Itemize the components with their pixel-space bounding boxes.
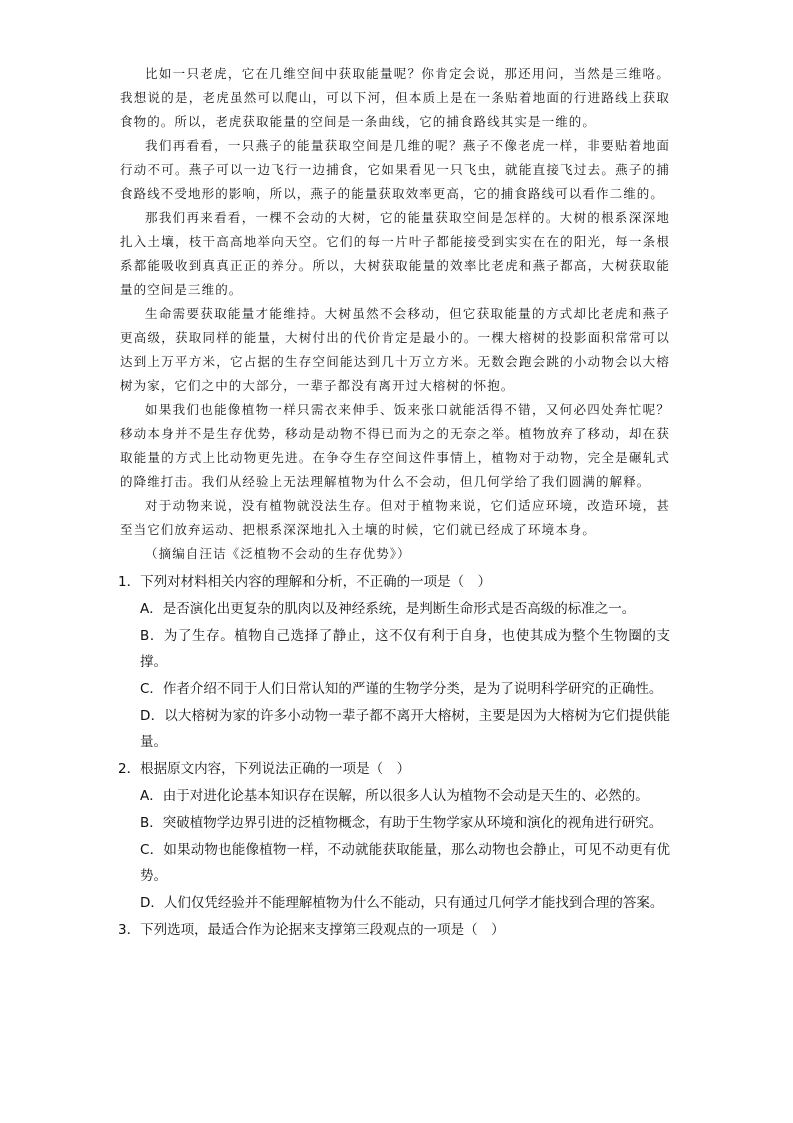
question-list [120,569,670,943]
reading-passage [120,62,670,566]
question-stem: 3．下列选项，最适合作为论据来支撑第三段观点的一项是（ ） [118,922,505,938]
question-2 [120,756,670,916]
passage-source: （摘编自汪诘《泛植物不会动的生存优势》） [145,546,411,561]
passage-paragraph-5: 如果我们也能像植物一样只需衣来伸手、饭来张口就能活得不错，又何必四处奔忙呢？移动本身并不是生存优势，移动是动物不得已而为之的无奈之举。植物放弃了移动，却在获取能量的方式上比动物更先进。在争夺生存空间这件事情上，植物对于动物，完全是碾轧式的降维打击。我们从经验上无法理解植物为什么不会动，但几何学给了我们圆满的解释。 [120,402,670,489]
question-1 [120,569,670,755]
answer-option-b: B．为了生存。植物自己选择了静止，这不仅有利于自身，也使其成为整个生物圈的支撑。 [140,628,670,670]
passage-paragraph-2: 我们再看看，一只燕子的能量获取空间是几维的呢？燕子不像老虎一样，非要贴着地面行动不可。燕子可以一边飞行一边捕食，它如果看见一只飞虫，就能直接飞过去。燕子的捕食路线不受地形的影响，所以，燕子的能量获取效率更高，它的捕食路线可以看作二维的。 [120,138,670,201]
question-stem: 1．下列对材料相关内容的理解和分析，不正确的一项是（ ） [118,574,492,590]
passage-paragraph-3: 那我们再来看看，一棵不会动的大树，它的能量获取空间是怎样的。大树的根系深深地扎入土壤，枝干高高地举向天空。它们的每一片叶子都能接受到实实在在的阳光，每一条根系都能吸收到真真正正的养分。所以，大树获取能量的效率比老虎和燕子都高，大树获取能量的空间是三维的。 [120,210,670,297]
document-page [120,62,670,943]
question-stem: 2．根据原文内容，下列说法正确的一项是（ ） [118,761,411,777]
answer-option-a: A．由于对进化论基本知识存在误解，所以很多人认为植物不会动是天生的、必然的。 [140,788,649,804]
answer-option-d: D．以大榕树为家的许多小动物一辈子都不离开大榕树，主要是因为大榕树为它们提供能量。 [140,708,670,750]
answer-option-c: C．作者介绍不同于人们日常认知的严谨的生物学分类，是为了说明科学研究的正确性。 [140,681,663,697]
answer-option-b: B．突破植物学边界引进的泛植物概念，有助于生物学家从环境和演化的视角进行研究。 [140,815,663,831]
answer-option-c: C．如果动物也能像植物一样，不动就能获取能量，那么动物也会静止，可见不动更有优势。 [140,842,670,884]
passage-paragraph-4: 生命需要获取能量才能维持。大树虽然不会移动，但它获取能量的方式却比老虎和燕子更高级，获取同样的能量，大树付出的代价肯定是最小的。一棵大榕树的投影面积常常可以达到上万平方米，它占据的生存空间能达到几十万立方米。无数会跑会跳的小动物会以大榕树为家，它们之中的大部分，一辈子都没有离开过大榕树的怀抱。 [120,306,670,393]
passage-paragraph-6: 对于动物来说，没有植物就没法生存。但对于植物来说，它们适应环境，改造环境，甚至当它们放弃运动、把根系深深地扎入土壤的时候，它们就已经成了环境本身。 [120,498,670,537]
passage-paragraph-1: 比如一只老虎，它在几维空间中获取能量呢？你肯定会说，那还用问，当然是三维咯。我想说的是，老虎虽然可以爬山，可以下河，但本质上是在一条贴着地面的行进路线上获取食物的。所以，老虎获取能量的空间是一条曲线，它的捕食路线其实是一维的。 [120,66,670,129]
answer-option-d: D．人们仅凭经验并不能理解植物为什么不能动，只有通过几何学才能找到合理的答案。 [140,895,664,911]
answer-option-a: A．是否演化出更复杂的肌肉以及神经系统，是判断生命形式是否高级的标准之一。 [140,601,636,617]
question-3 [120,917,670,943]
